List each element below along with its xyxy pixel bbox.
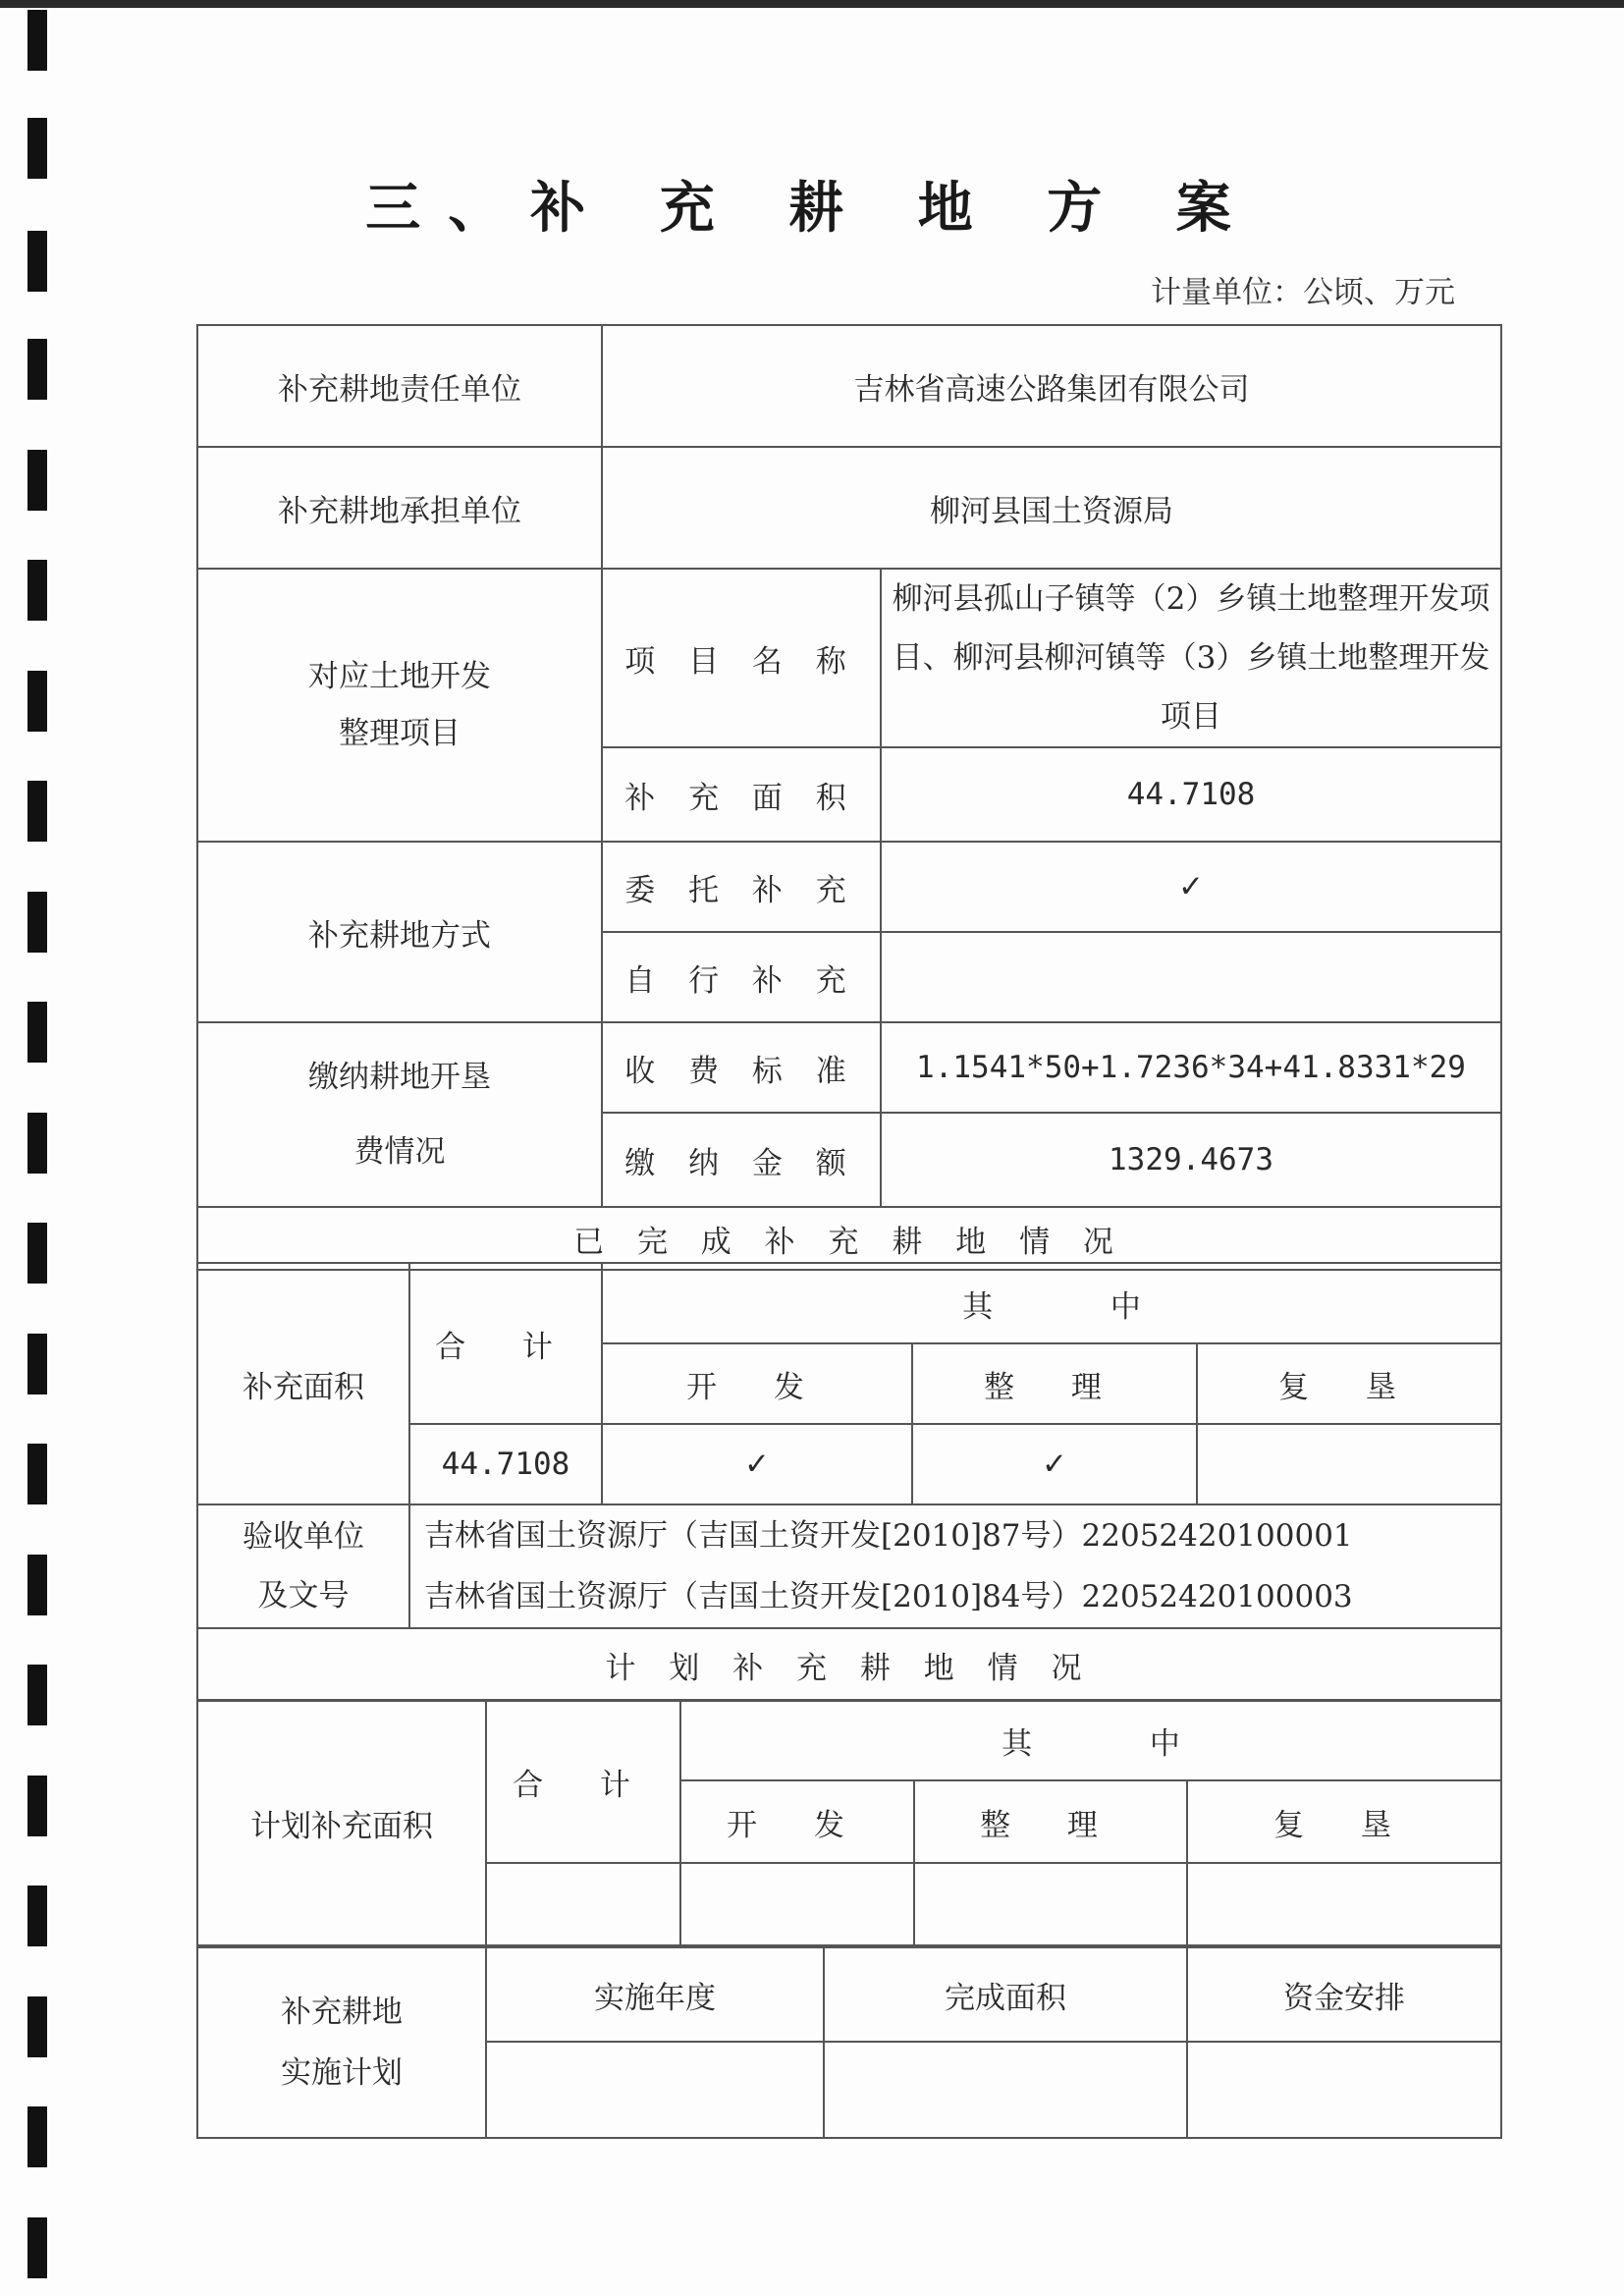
impl-year-label: 实施年度	[486, 1947, 824, 2042]
completed-total-value: 44.7108	[409, 1424, 602, 1504]
undertaking-unit-label: 补充耕地承担单位	[197, 447, 602, 569]
row-responsible-unit	[197, 325, 1501, 447]
impl-done-label: 完成面积	[824, 1947, 1187, 2042]
acceptance-docs	[409, 1504, 1501, 1628]
fee-label: 缴纳耕地开垦费情况	[197, 1022, 602, 1207]
project-name-value: 柳河县孤山子镇等（2）乡镇土地整理开发项目、柳河县柳河镇等（3）乡镇土地整理开发项目	[881, 569, 1501, 747]
farmland-plan-table	[196, 324, 1502, 1271]
planned-table	[196, 1699, 1502, 1946]
supplement-area-value: 44.7108	[881, 747, 1501, 842]
row-completed-among	[197, 1263, 1501, 1343]
planned-arrange-value	[914, 1863, 1187, 1945]
planned-among-label: 其 中	[680, 1700, 1501, 1780]
method-label: 补充耕地方式	[197, 842, 602, 1022]
row-project-name	[197, 569, 1501, 747]
planned-reclaim-value	[1187, 1863, 1501, 1945]
impl-fund-label: 资金安排	[1187, 1947, 1501, 2042]
completed-dev-label: 开 发	[602, 1343, 912, 1424]
planned-dev-value	[680, 1863, 914, 1945]
planned-total-value	[486, 1863, 680, 1945]
completed-reclaim-value	[1197, 1424, 1501, 1504]
planned-total-label: 合 计	[486, 1700, 680, 1863]
completed-area-label: 补充面积	[197, 1263, 409, 1504]
row-planned-among	[197, 1700, 1501, 1780]
row-entrusted	[197, 842, 1501, 932]
completed-reclaim-label: 复 垦	[1197, 1343, 1501, 1424]
planned-dev-label: 开 发	[680, 1780, 914, 1863]
acceptance-label: 验收单位及文号	[197, 1504, 409, 1628]
row-planned-header	[197, 1628, 1501, 1701]
completed-table	[196, 1262, 1502, 1702]
responsible-unit-value: 吉林省高速公路集团有限公司	[602, 325, 1501, 447]
entrusted-check: ✓	[881, 842, 1501, 932]
undertaking-unit-value: 柳河县国土资源局	[602, 447, 1501, 569]
scan-top-edge	[0, 0, 1624, 8]
fee-standard-value: 1.1541*50+1.7236*34+41.8331*29	[881, 1022, 1501, 1113]
project-name-label: 项 目 名 称	[602, 569, 881, 747]
planned-reclaim-label: 复 垦	[1187, 1780, 1501, 1863]
row-completed-header	[197, 1207, 1501, 1270]
implementation-label: 补充耕地实施计划	[197, 1947, 486, 2138]
planned-arrange-label: 整 理	[914, 1780, 1187, 1863]
completed-among-label: 其 中	[602, 1263, 1501, 1343]
row-undertaking-unit	[197, 447, 1501, 569]
project-label: 对应土地开发整理项目	[197, 569, 602, 842]
completed-header: 已 完 成 补 充 耕 地 情 况	[197, 1207, 1501, 1270]
acceptance-doc-2: 吉林省国土资源厅（吉国土资开发[2010]84号）22052420100003	[424, 1579, 1353, 1614]
fee-standard-label: 收 费 标 准	[602, 1022, 881, 1113]
binding-holes	[27, 0, 49, 2296]
acceptance-doc-1: 吉林省国土资源厅（吉国土资开发[2010]87号）22052420100001	[424, 1518, 1353, 1554]
fee-amount-label: 缴 纳 金 额	[602, 1113, 881, 1207]
impl-fund-value	[1187, 2042, 1501, 2138]
impl-year-value	[486, 2042, 824, 2138]
row-acceptance	[197, 1504, 1501, 1628]
impl-done-value	[824, 2042, 1187, 2138]
row-fee-standard	[197, 1022, 1501, 1113]
self-label: 自 行 补 充	[602, 932, 881, 1022]
self-value	[881, 932, 1501, 1022]
supplement-area-label: 补 充 面 积	[602, 747, 881, 842]
completed-dev-check: ✓	[602, 1424, 912, 1504]
planned-area-label: 计划补充面积	[197, 1700, 486, 1945]
planned-header: 计 划 补 充 耕 地 情 况	[197, 1628, 1501, 1701]
entrusted-label: 委 托 补 充	[602, 842, 881, 932]
completed-arrange-label: 整 理	[912, 1343, 1197, 1424]
row-implementation-header	[197, 1947, 1501, 2042]
measurement-unit: 计量单位：公顷、万元	[1151, 275, 1455, 310]
implementation-table	[196, 1946, 1502, 2139]
page-title: 三、补 充 耕 地 方 案	[365, 177, 1259, 241]
completed-arrange-check: ✓	[912, 1424, 1197, 1504]
completed-total-label: 合 计	[409, 1263, 602, 1424]
responsible-unit-label: 补充耕地责任单位	[197, 325, 602, 447]
fee-amount-value: 1329.4673	[881, 1113, 1501, 1207]
